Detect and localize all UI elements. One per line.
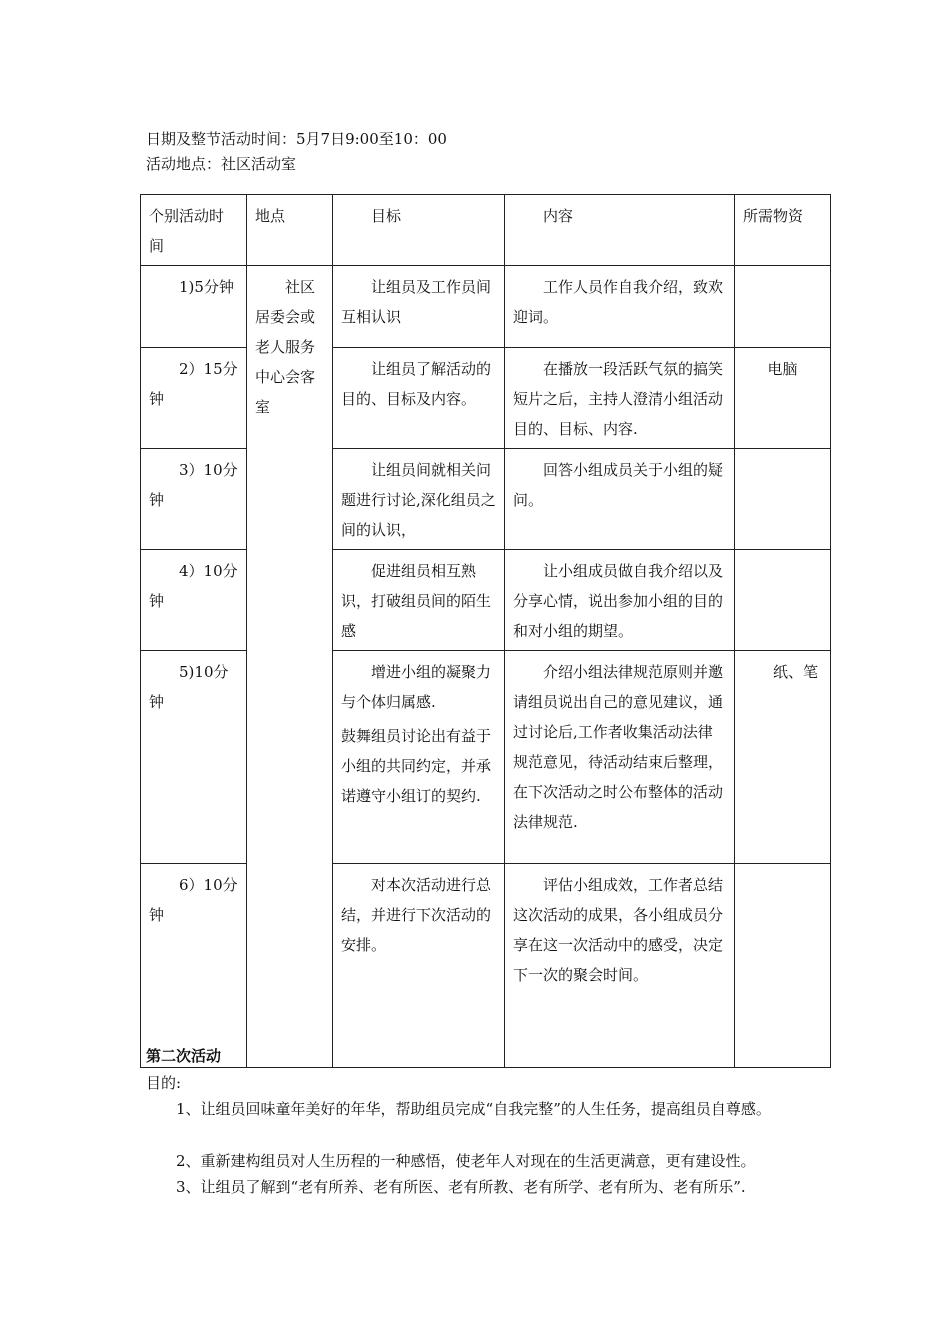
row-goal: 让组员间就相关问题进行讨论,深化组员之间的认识， (333, 449, 505, 550)
table-row (141, 550, 831, 651)
row-content: 回答小组成员关于小组的疑问。 (505, 449, 735, 550)
row-content: 工作人员作自我介绍，致欢迎词。 (505, 266, 735, 348)
location-cell: 社区居委会或老人服务中心会客室 (247, 266, 333, 1068)
row-material: 电脑 (735, 348, 831, 449)
row-material (735, 266, 831, 348)
row-time: 2）15分钟 (141, 348, 247, 449)
section2-item-1: 1、让组员回味童年美好的年华，帮助组员完成“自我完整”的人生任务，提高组员自尊感。 (176, 1100, 771, 1118)
header-content: 内容 (505, 195, 735, 266)
section2-purpose-label: 目的: (146, 1074, 182, 1092)
row-material (735, 550, 831, 651)
section2-item-3: 3、让组员了解到“老有所养、老有所医、老有所教、老有所学、老有所为、老有所乐”. (176, 1178, 746, 1196)
activity-date-line: 日期及整节活动时间：5月7日9:00至10：00 (146, 130, 447, 148)
row-goal: 对本次活动进行总结，并进行下次活动的安排。 (333, 864, 505, 1068)
row-content: 让小组成员做自我介绍以及分享心情，说出参加小组的目的和对小组的期望。 (505, 550, 735, 651)
row-goal: 让组员了解活动的目的、目标及内容。 (333, 348, 505, 449)
row-goal (333, 651, 505, 864)
activity-place-line: 活动地点：社区活动室 (146, 155, 297, 173)
table-row (141, 864, 831, 1068)
table-row (141, 449, 831, 550)
row-goal: 促进组员相互熟识，打破组员间的陌生感 (333, 550, 505, 651)
table-row (141, 348, 831, 449)
row-material: 纸、笔 (735, 651, 831, 864)
row-content: 在播放一段活跃气氛的搞笑短片之后，主持人澄清小组活动目的、目标、内容. (505, 348, 735, 449)
section2-item-2: 2、重新建构组员对人生历程的一种感悟，使老年人对现在的生活更满意，更有建设性。 (176, 1152, 756, 1170)
section2-title: 第二次活动 (146, 1047, 222, 1065)
row-goal-part2: 鼓舞组员讨论出有益于小组的共同约定，并承诺遵守小组订的契约. (341, 727, 492, 805)
row-time: 5)10分钟 (141, 651, 247, 864)
row-content: 介绍小组法律规范原则并邀请组员说出自己的意见建议，通过讨论后,工作者收集活动法律规范意见，待活动结束后整理，在下次活动之时公布整体的活动法律规范. (505, 651, 735, 864)
header-time: 个别活动时间 (141, 195, 247, 266)
table-row (141, 651, 831, 864)
row-time: 4）10分钟 (141, 550, 247, 651)
header-material: 所需物资 (735, 195, 831, 266)
row-content: 评估小组成效，工作者总结这次活动的成果，各小组成员分享在这一次活动中的感受，决定下一次的聚会时间。 (505, 864, 735, 1068)
table-header-row (141, 195, 831, 266)
activity-plan-table (140, 194, 831, 1068)
row-material (735, 864, 831, 1068)
row-time: 1)5分钟 (141, 266, 247, 348)
header-location: 地点 (247, 195, 333, 266)
row-goal: 让组员及工作员间互相认识 (333, 266, 505, 348)
header-goal: 目标 (333, 195, 505, 266)
row-goal-part1: 增进小组的凝聚力与个体归属感. (341, 663, 492, 711)
row-time: 6）10分钟 (141, 864, 247, 1068)
row-material (735, 449, 831, 550)
table-row (141, 266, 831, 348)
row-time: 3）10分钟 (141, 449, 247, 550)
